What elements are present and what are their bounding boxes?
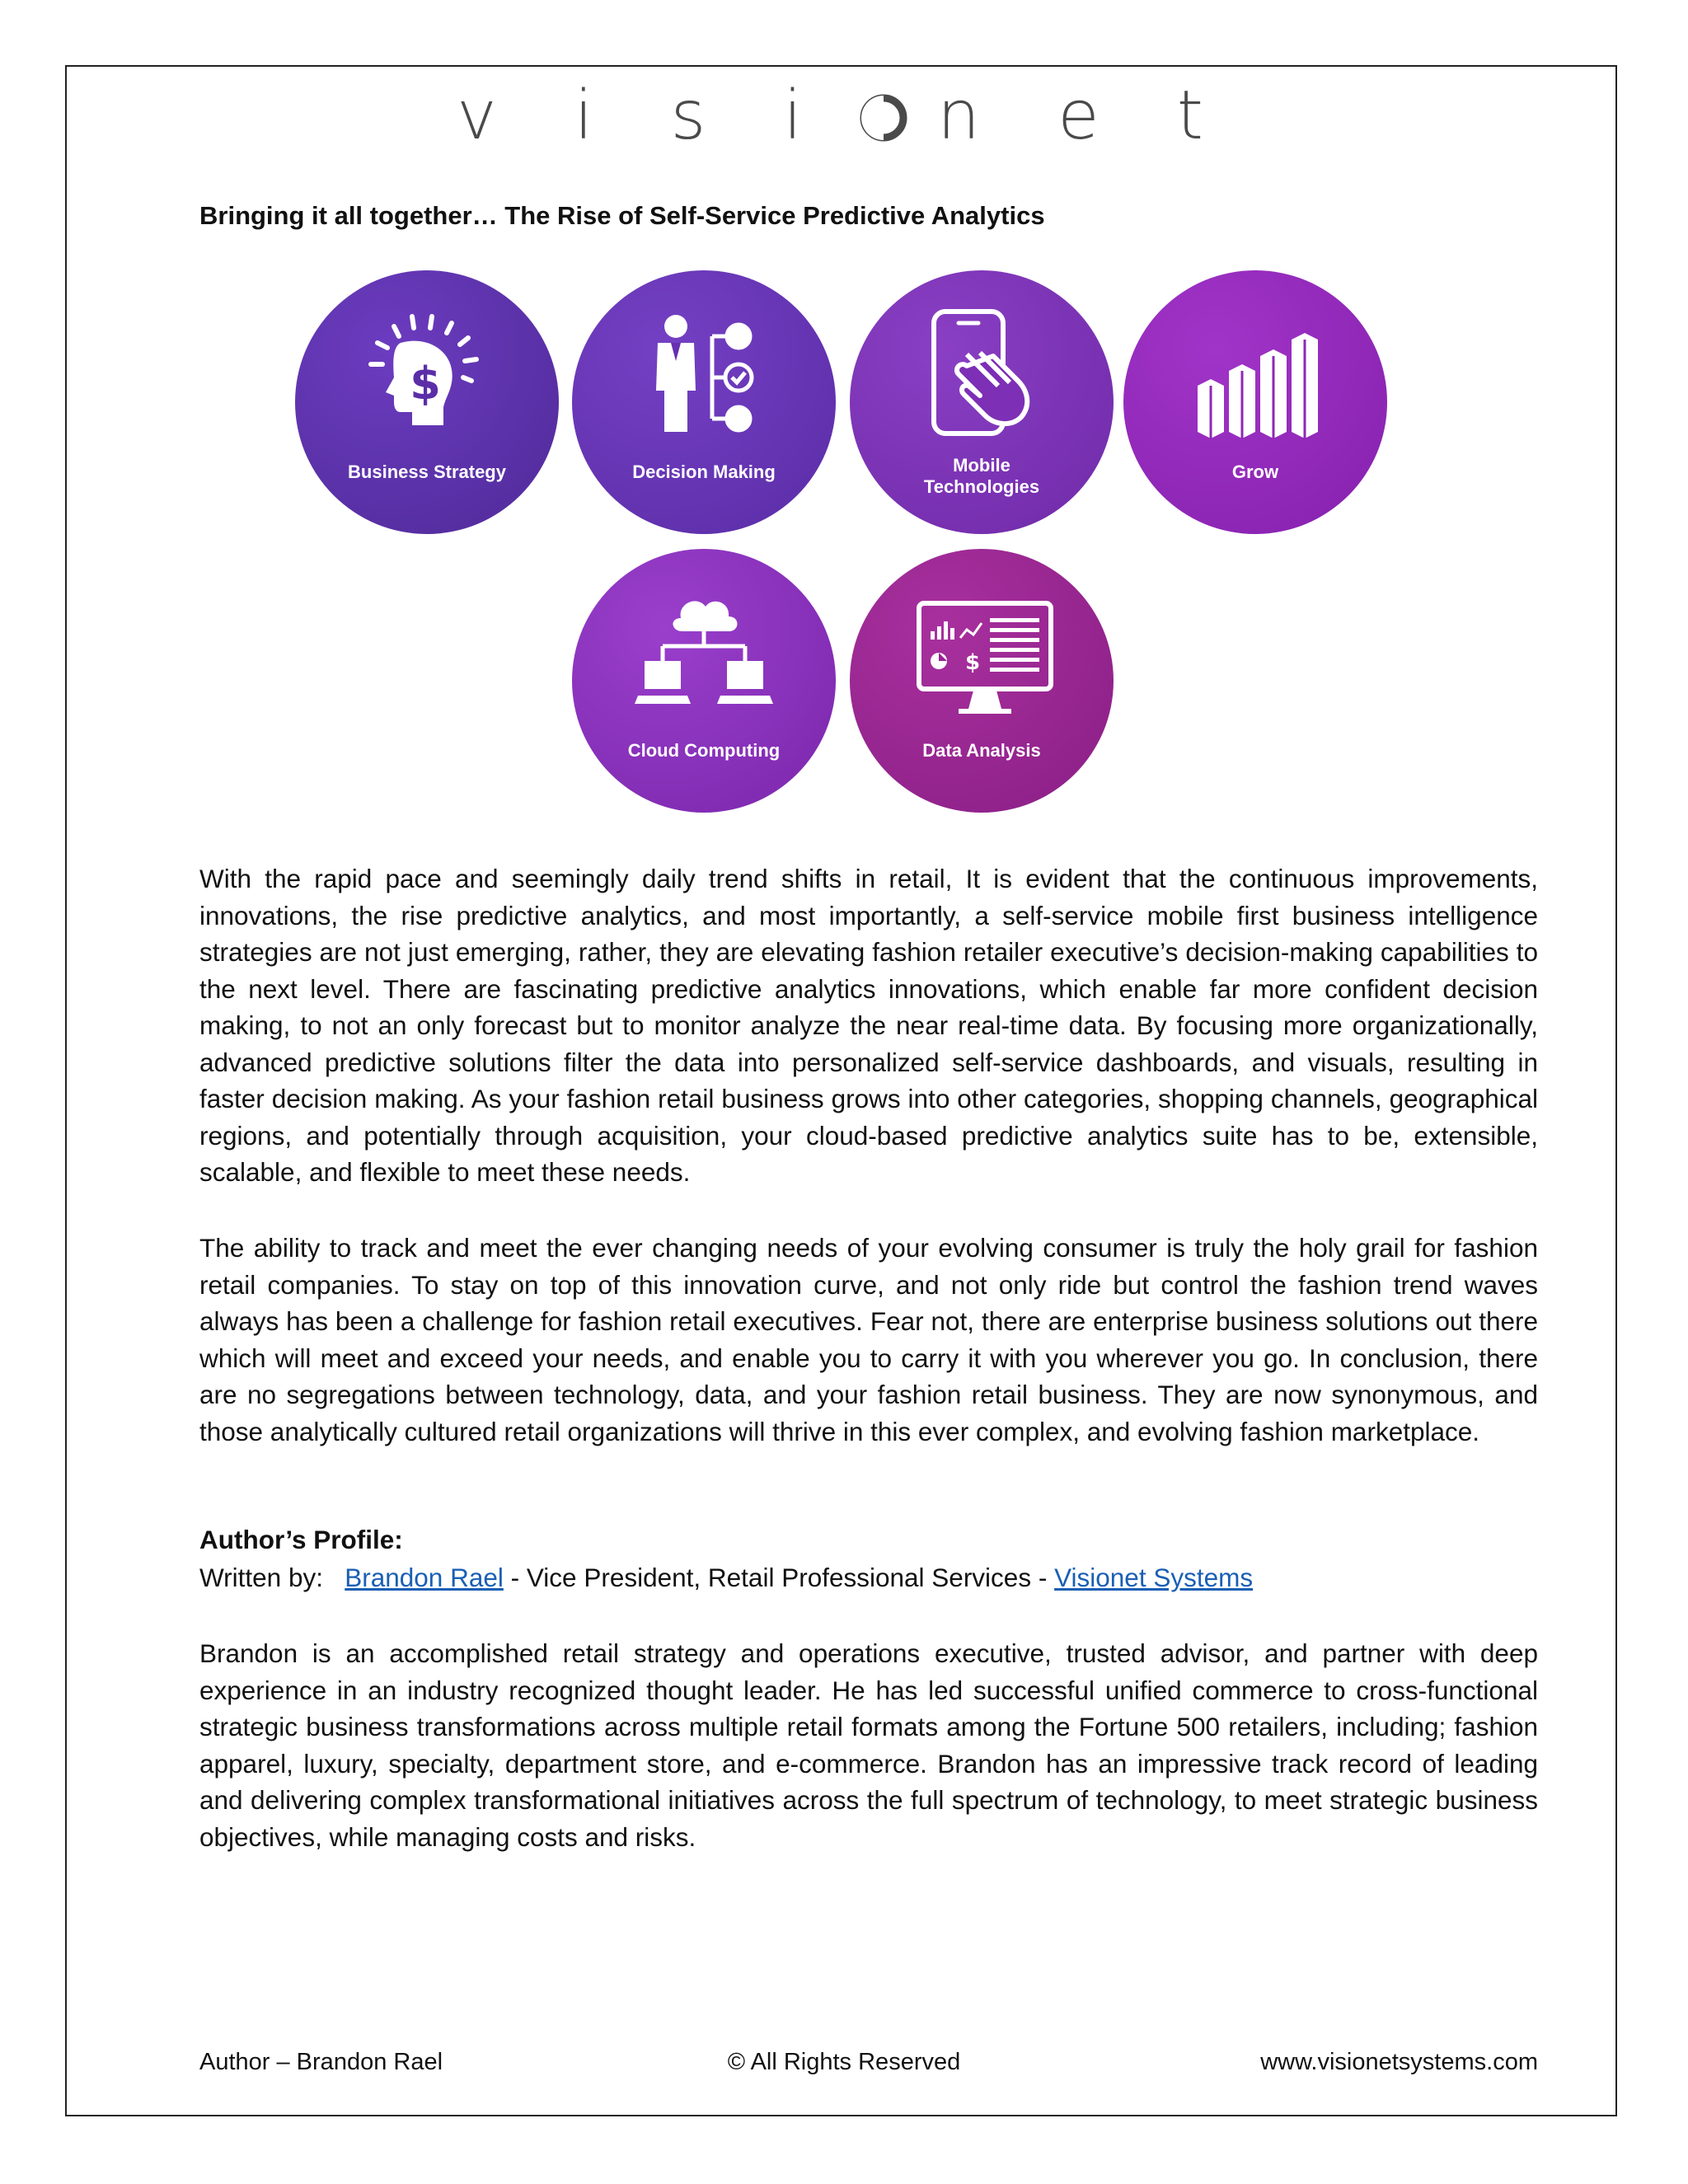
circle-label: Cloud Computing	[627, 740, 781, 761]
author-link[interactable]: Brandon Rael	[345, 1563, 504, 1592]
written-by-line	[199, 1563, 1253, 1593]
feature-circles	[0, 0, 1688, 824]
circle-label: Decision Making	[632, 462, 776, 482]
head-dollar-icon	[353, 310, 501, 434]
circle-label: Data Analysis	[922, 740, 1041, 761]
footer-author: Author – Brandon Rael	[199, 2049, 443, 2075]
person-flow-icon	[630, 312, 778, 435]
circle-label: Mobile Technologies	[923, 455, 1040, 497]
author-profile-heading: Author’s Profile:	[199, 1525, 403, 1554]
phone-touch-icon	[916, 307, 1064, 438]
visionet-logo: v i s i n e t	[457, 77, 1231, 155]
svg-text:$: $	[410, 358, 441, 410]
page-title: Bringing it all together… The Rise of Self-Service Predictive Analytics	[199, 201, 1045, 230]
footer-rights: © All Rights Reserved	[727, 2049, 961, 2075]
paragraph-author-bio: Brandon is an accomplished retail strategy and operations executive, trusted advisor, and partner with deep experience in an industry recognized thought leader. He has led successful unified commerce to cross-functional strategic business transformations across multiple retail formats among the Fortune 500 retailers, including; fashion apparel, luxury, specialty, department store, and e-commerce. Brandon has an impressive track record of leading and delivering complex transformational initiatives across the full spectrum of technology, to meet strategic business objectives, while managing costs and risks.	[199, 1638, 1538, 1852]
circle-grow	[1123, 270, 1387, 534]
bar-growth-icon	[1189, 328, 1321, 443]
svg-text:$: $	[965, 650, 981, 675]
circle-mobile-technologies	[850, 270, 1114, 534]
footer-website: www.visionetsystems.com	[1260, 2049, 1538, 2075]
author-role: - Vice President, Retail Professional Services -	[503, 1563, 1055, 1592]
paragraph-2: The ability to track and meet the ever changing needs of your evolving consumer is truly the holy grail for fashion retail companies. To stay on top of this innovation curve, and not only ride but control the fashion trend waves always has been a challenge for fashion retail executives. Fear not, there are enterprise business solutions out there which will meet and exceed your needs, and enable you to carry it with you wherever you go. In conclusion, there are no segregations between technology, data, and your fashion retail business. They are now synonymous, and those analytically cultured retail organizations will thrive in this ever complex, and evolving fashion marketplace.	[199, 1233, 1538, 1446]
written-by-label: Written by:	[199, 1563, 323, 1592]
company-link[interactable]: Visionet Systems	[1054, 1563, 1254, 1592]
circle-cloud-computing	[572, 549, 836, 813]
cloud-network-icon	[630, 585, 778, 717]
circle-business-strategy	[295, 270, 559, 534]
circle-decision-making	[572, 270, 836, 534]
monitor-dashboard-icon	[912, 598, 1061, 730]
circle-label: Grow	[1231, 462, 1279, 482]
circle-data-analysis	[850, 549, 1114, 813]
paragraph-1: With the rapid pace and seemingly daily trend shifts in retail, It is evident that the continuous improvements, innovations, the rise predictive analytics, and most importantly, a self-service mobile first business intelligence strategies are not just emerging, rather, they are elevating fashion retailer executive’s decision-making capabilities to the next level. There are fascinating predictive analytics innovations, which enable far more confident decision making, to not an only forecast but to monitor analyze the near real-time data. By focusing more organizationally, advanced predictive solutions filter the data into personalized self-service dashboards, and visuals, resulting in faster decision making. As your fashion retail business grows into other categories, shopping channels, geographical regions, and potentially through acquisition, your cloud-based predictive analytics suite has to be, extensible, scalable, and flexible to meet these needs.	[199, 864, 1538, 1187]
circle-label: Business Strategy	[348, 462, 506, 482]
